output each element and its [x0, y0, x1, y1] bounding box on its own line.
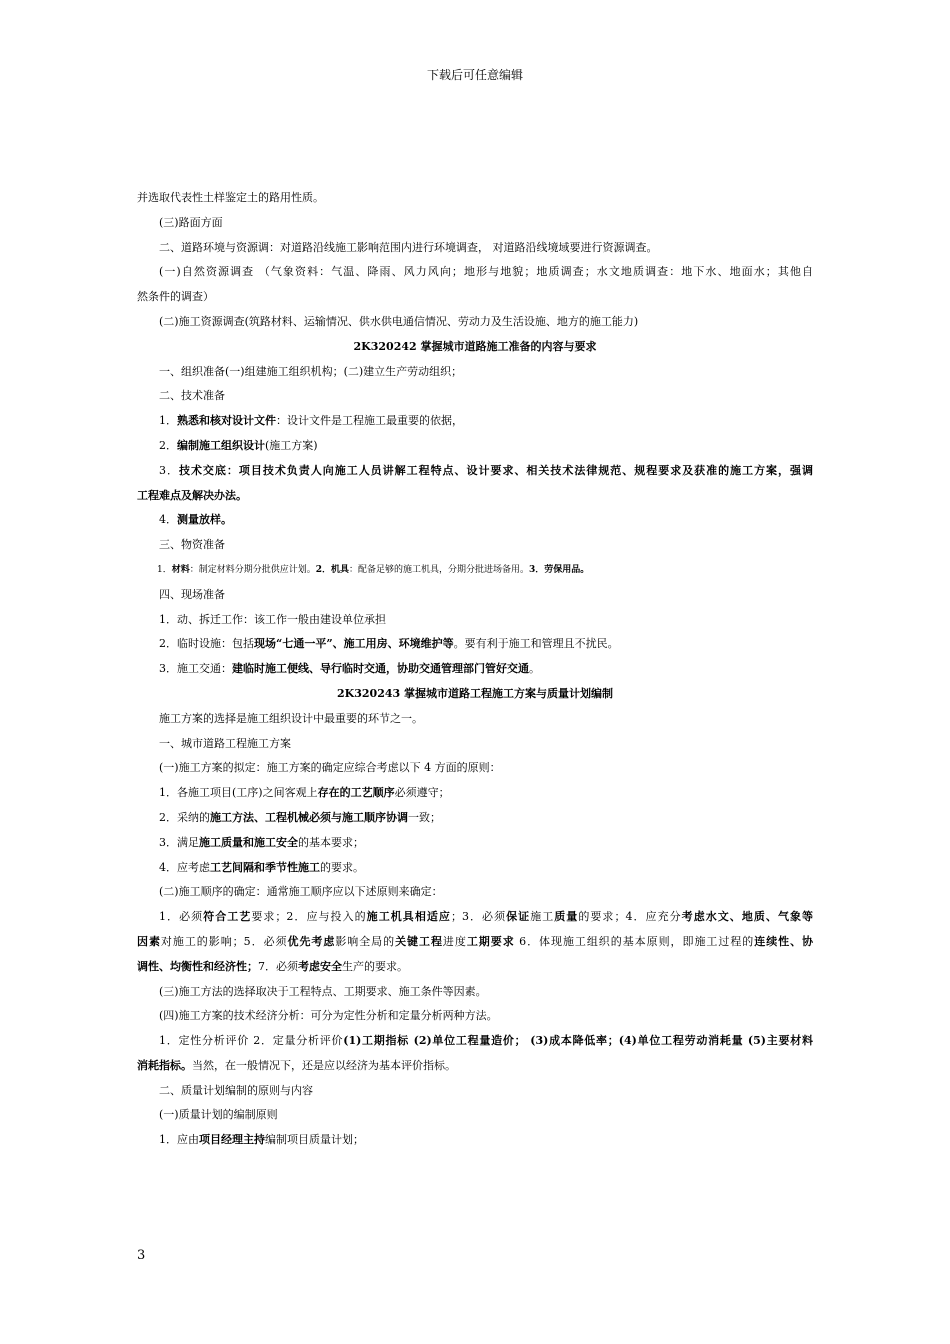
text-segment: 2． — [159, 438, 177, 452]
bold-text: 优先考虑 — [287, 934, 336, 948]
text-segment: 并选取代表性土样鉴定土的路用性质。 — [137, 191, 324, 204]
text-line — [137, 856, 813, 881]
text-segment: (一)施工方案的拟定：施工方案的确定应综合考虑以下 4 方面的原则： — [159, 761, 501, 775]
text-segment: 2．临时设施：包括 — [159, 637, 254, 651]
text-line — [137, 905, 813, 930]
text-line — [137, 1029, 813, 1054]
bold-text: 因素 — [137, 934, 161, 948]
text-line — [137, 211, 813, 236]
text-segment: 然条件的调查） — [137, 290, 214, 304]
text-line — [137, 1103, 813, 1128]
text-segment: 3． — [159, 463, 179, 477]
text-line — [137, 756, 813, 781]
text-segment: 3．满足 — [159, 835, 199, 849]
text-segment: 1． — [159, 414, 177, 428]
text-line — [137, 955, 813, 980]
text-segment: 必须遵守； — [394, 786, 450, 800]
bold-text: 施工质量和施工安全 — [199, 835, 298, 849]
text-segment: 1．定性分析评价 2．定量分析评价 — [159, 1034, 344, 1048]
bold-text: 熟悉和核对设计文件 — [177, 414, 276, 428]
text-segment: ：设计文件是工程施工最重要的依据， — [276, 414, 463, 428]
bold-text: 工期要求 — [466, 934, 515, 948]
page-header: 下载后可任意编辑 — [426, 68, 523, 82]
text-segment: 2K320243 掌握城市道路工程施工方案与质量计划编制 — [337, 686, 613, 700]
text-segment: 2K320242 掌握城市道路施工准备的内容与要求 — [353, 339, 597, 353]
bold-text: 施工机具相适应 — [366, 910, 451, 924]
section-heading — [137, 335, 813, 360]
text-segment: ：配备足够的施工机具，分期分批进场备用。 — [349, 564, 530, 575]
page-number: 3 — [137, 1248, 146, 1263]
text-line — [137, 707, 813, 732]
text-segment: ；3．必须 — [450, 910, 507, 924]
text-segment: (三)施工方法的选择取决于工程特点、工期要求、施工条件等因素。 — [159, 984, 487, 998]
bold-text: 3．劳保用品。 — [529, 564, 590, 575]
section-heading — [137, 682, 813, 707]
text-segment: 编制项目质量计划； — [265, 1133, 364, 1147]
text-segment: 二、技术准备 — [159, 389, 225, 403]
bold-text: 考虑水文、地质、气象等 — [681, 910, 814, 924]
text-segment: 1． — [157, 564, 172, 575]
bold-text: 2．机具 — [315, 564, 350, 575]
text-line — [137, 533, 813, 558]
bold-text: 质量 — [554, 910, 579, 924]
text-segment: 一、组织准备(一)组建施工组织机构；(二)建立生产劳动组织； — [159, 364, 463, 378]
bold-text: 工程难点及解决办法。 — [137, 488, 247, 502]
text-line — [137, 781, 813, 806]
bold-text: 连续性、协 — [754, 934, 814, 948]
text-line — [137, 583, 813, 608]
text-segment: 对施工的影响；5．必须 — [160, 934, 288, 948]
bold-text: 关键工程 — [395, 934, 443, 948]
text-line — [137, 310, 813, 335]
text-line — [137, 558, 813, 583]
text-line — [137, 657, 813, 682]
text-segment: 1．动、拆迁工作：该工作一般由建设单位承担 — [159, 612, 386, 626]
text-segment: (施工方案) — [265, 438, 318, 452]
text-line — [137, 236, 813, 261]
text-segment: 2．采纳的 — [159, 810, 210, 824]
text-segment: (二)施工顺序的确定：通常施工顺序应以下述原则来确定： — [159, 885, 443, 899]
bold-text: 消耗指标。 — [137, 1058, 192, 1072]
bold-text: 现场“七通一平”、施工用房、环境维护等 — [254, 637, 454, 651]
text-segment: (二)施工资源调查(筑路材料、运输情况、供水供电通信情况、劳动力及生活设施、地方的施工能力) — [159, 314, 639, 328]
text-segment: 四、现场准备 — [159, 587, 225, 601]
text-segment: (三)路面方面 — [159, 215, 223, 229]
text-segment: 生产的要求。 — [342, 959, 408, 973]
text-line — [137, 1054, 813, 1079]
bold-text: 工艺间隔和季节性施工 — [210, 860, 320, 874]
text-line — [137, 880, 813, 905]
text-line — [137, 360, 813, 385]
bold-text: 建临时施工便线、导行临时交通，协助交通管理部门管好交通 — [232, 662, 529, 676]
text-segment: 要求；2．应与投入的 — [251, 910, 367, 924]
text-line — [137, 434, 813, 459]
bold-text: 测量放样。 — [177, 513, 232, 527]
text-segment: 施工方案的选择是施工组织设计中最重要的环节之一。 — [159, 711, 423, 725]
text-segment: 影响全局的 — [335, 934, 396, 948]
text-segment: 一致； — [408, 810, 441, 824]
text-line — [137, 608, 813, 633]
bold-text: 符合工艺 — [203, 910, 252, 924]
text-segment: 7．必须 — [258, 959, 298, 973]
text-line — [137, 930, 813, 955]
text-segment: 。 — [529, 662, 540, 676]
text-line — [137, 508, 813, 533]
bold-text: 考虑安全 — [298, 959, 342, 973]
text-line — [137, 632, 813, 657]
text-segment: 3．施工交通： — [159, 662, 232, 676]
text-line — [137, 409, 813, 434]
text-line — [137, 186, 813, 211]
text-segment: 施工 — [530, 910, 555, 924]
text-line — [137, 1079, 813, 1104]
text-segment: ：制定材料分期分批供应计划。 — [189, 564, 316, 575]
bold-text: 调性、均衡性和经济性； — [137, 959, 258, 973]
document-body — [137, 186, 813, 1153]
text-line — [137, 285, 813, 310]
bold-text: 保证 — [506, 910, 531, 924]
text-line — [137, 831, 813, 856]
text-segment: 三、物资准备 — [159, 538, 225, 552]
text-segment: 1．各施工项目(工序)之间客观上 — [159, 786, 318, 800]
text-segment: 4．应考虑 — [159, 860, 210, 874]
bold-text: 存在的工艺顺序 — [317, 786, 395, 800]
text-line — [137, 459, 813, 484]
text-segment: (四)施工方案的技术经济分析：可分为定性分析和定量分析两种方法。 — [159, 1009, 498, 1023]
text-segment: 进度 — [442, 934, 467, 948]
text-segment: 。要有利于施工和管理且不扰民。 — [453, 637, 619, 651]
text-segment: 4． — [159, 513, 177, 527]
text-line — [137, 980, 813, 1005]
bold-text: 施工方法、工程机械必须与施工顺序协调 — [210, 810, 408, 824]
text-line — [137, 806, 813, 831]
text-line — [137, 1128, 813, 1153]
bold-text: 项目经理主持 — [199, 1133, 265, 1147]
text-segment: 1．必须 — [159, 910, 204, 924]
bold-text: 材料 — [171, 564, 190, 575]
text-segment: 二、道路环境与资源调：对道路沿线施工影响范围内进行环境调查， 对道路沿线境域要进行资源调查。 — [159, 240, 658, 254]
text-segment: 一、城市道路工程施工方案 — [159, 736, 291, 750]
text-segment: (一)自然资源调查 （气象资料：气温、降雨、风力风向；地形与地貌；地质调查；水文地质调查：地下水、地面水；其他自 — [159, 265, 813, 279]
text-segment: 6．体现施工组织的基本原则，即施工过程的 — [514, 934, 755, 948]
text-line — [137, 260, 813, 285]
text-segment: (一)质量计划的编制原则 — [159, 1108, 278, 1122]
text-segment: 二、质量计划编制的原则与内容 — [159, 1083, 313, 1097]
text-segment: 的要求。 — [320, 860, 364, 874]
text-segment: 的要求；4．应充分 — [578, 910, 682, 924]
text-line — [137, 1004, 813, 1029]
text-segment: 的基本要求； — [298, 835, 364, 849]
bold-text: (1)工期指标 (2)单位工程量造价； (3)成本降低率；(4)单位工程劳动消耗量 (5)主要材料 — [343, 1034, 813, 1048]
bold-text: 编制施工组织设计 — [177, 438, 265, 452]
text-segment: 当然，在一般情况下，还是应以经济为基本评价指标。 — [192, 1058, 456, 1072]
text-segment: 1．应由 — [159, 1133, 199, 1147]
text-line — [137, 484, 813, 509]
text-line — [137, 384, 813, 409]
text-line — [137, 732, 813, 757]
bold-text: 技术交底：项目技术负责人向施工人员讲解工程特点、设计要求、相关技术法律规范、规程要求及获准的施工方案，强调 — [178, 463, 814, 477]
